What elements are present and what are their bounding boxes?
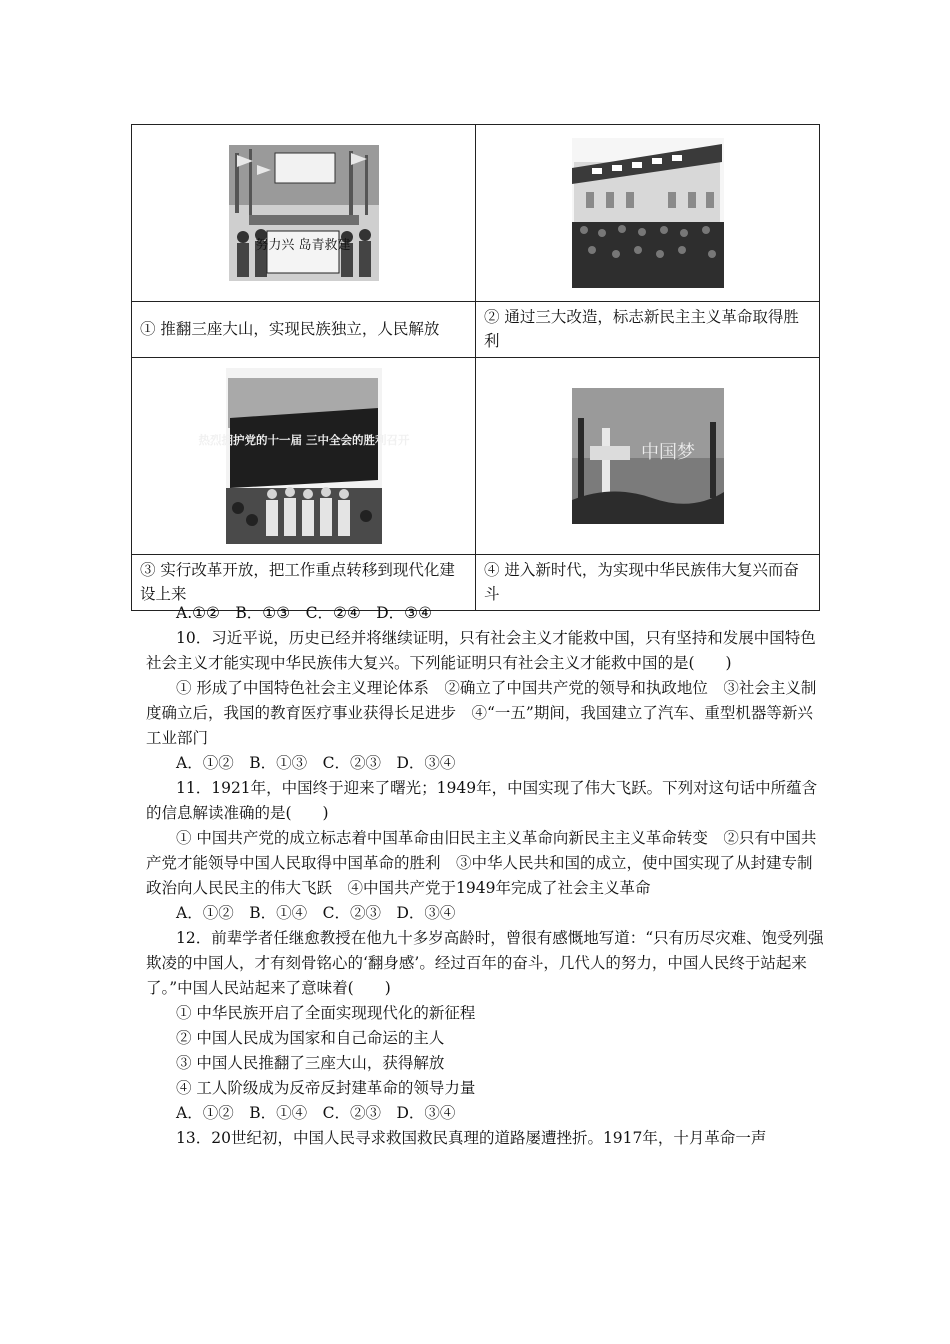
photo-cell-2: [476, 125, 820, 302]
question-content: [146, 601, 826, 1151]
photo-banner-text: 热烈拥护党的十一届 三中全会的胜利召开: [197, 433, 410, 447]
photo-founding-celebration: [229, 145, 379, 281]
photo-third-plenum: [197, 368, 410, 544]
q11-statements: ① 中国共产党的成立标志着中国革命由旧民主主义革命向新民主主义革命转变 ②只有中国共产党才能领导中国人民取得中国革命的胜利 ③中华人民共和国的成立，使中国实现了从封建专制政治向人民民主的伟大飞跃 ④中国共产党于1949年完成了社会主义革命: [146, 829, 817, 897]
photo-cell-1: [132, 125, 476, 302]
q10-stem: 10．习近平说，历史已经并将继续证明，只有社会主义才能救中国，只有坚持和发展中国特色社会主义才能实现中华民族伟大复兴。下列能证明只有社会主义才能救中国的是( ): [146, 629, 816, 672]
photo-cell-4: [476, 358, 820, 555]
photo-new-era: [572, 388, 724, 524]
q13-stem: 13．20世纪初，中国人民寻求救国救民真理的道路屡遭挫折。1917年，十月革命一声: [176, 1129, 767, 1147]
q12-item-4: ④ 工人阶级成为反帝反封建革命的领导力量: [176, 1079, 476, 1097]
caption-3: ③ 实行改革开放，把工作重点转移到现代化建设上来: [132, 555, 476, 611]
q10-options: A．①② B．①③ C．②③ D．③④: [176, 754, 456, 772]
q12-item-3: ③ 中国人民推翻了三座大山，获得解放: [176, 1054, 445, 1072]
caption-4: ④ 进入新时代，为实现中华民族伟大复兴而奋斗: [476, 555, 820, 611]
q12-stem: 12．前辈学者任继愈教授在他九十多岁高龄时，曾很有感慨地写道：“只有历尽灾难、饱受列强欺凌的中国人，才有刻骨铭心的‘翻身感’。经过百年的奋斗，几代人的努力，中国人民终于站起来了。”中国人民站起来了意味着( ): [146, 929, 824, 997]
caption-2: ② 通过三大改造，标志新民主主义革命取得胜利: [476, 302, 820, 358]
q12-item-1: ① 中华民族开启了全面实现现代化的新征程: [176, 1004, 476, 1022]
caption-1: ① 推翻三座大山，实现民族独立，人民解放: [132, 302, 476, 358]
photo-socialist-transformation: [572, 138, 724, 288]
q12-options: A．①② B．①④ C．②③ D．③④: [176, 1104, 456, 1122]
photo-banner-text: 中国梦: [640, 442, 695, 463]
q12-item-2: ② 中国人民成为国家和自己命运的主人: [176, 1029, 445, 1047]
photo-cell-3: [132, 358, 476, 555]
q10-statements: ① 形成了中国特色社会主义理论体系 ②确立了中国共产党的领导和执政地位 ③社会主义制度确立后，我国的教育医疗事业获得长足进步 ④“一五”期间，我国建立了汽车、重型机器等新兴工业部门: [146, 679, 817, 747]
q11-options: A．①② B．①④ C．②③ D．③④: [176, 904, 456, 922]
q9-options: A.①② B．①③ C．②④ D．③④: [176, 604, 432, 622]
photo-banner-text: 努力兴 岛青救建: [254, 238, 351, 253]
photo-table: [131, 124, 820, 611]
q11-stem: 11．1921年，中国终于迎来了曙光；1949年，中国实现了伟大飞跃。下列对这句话中所蕴含的信息解读准确的是( ): [146, 779, 818, 822]
